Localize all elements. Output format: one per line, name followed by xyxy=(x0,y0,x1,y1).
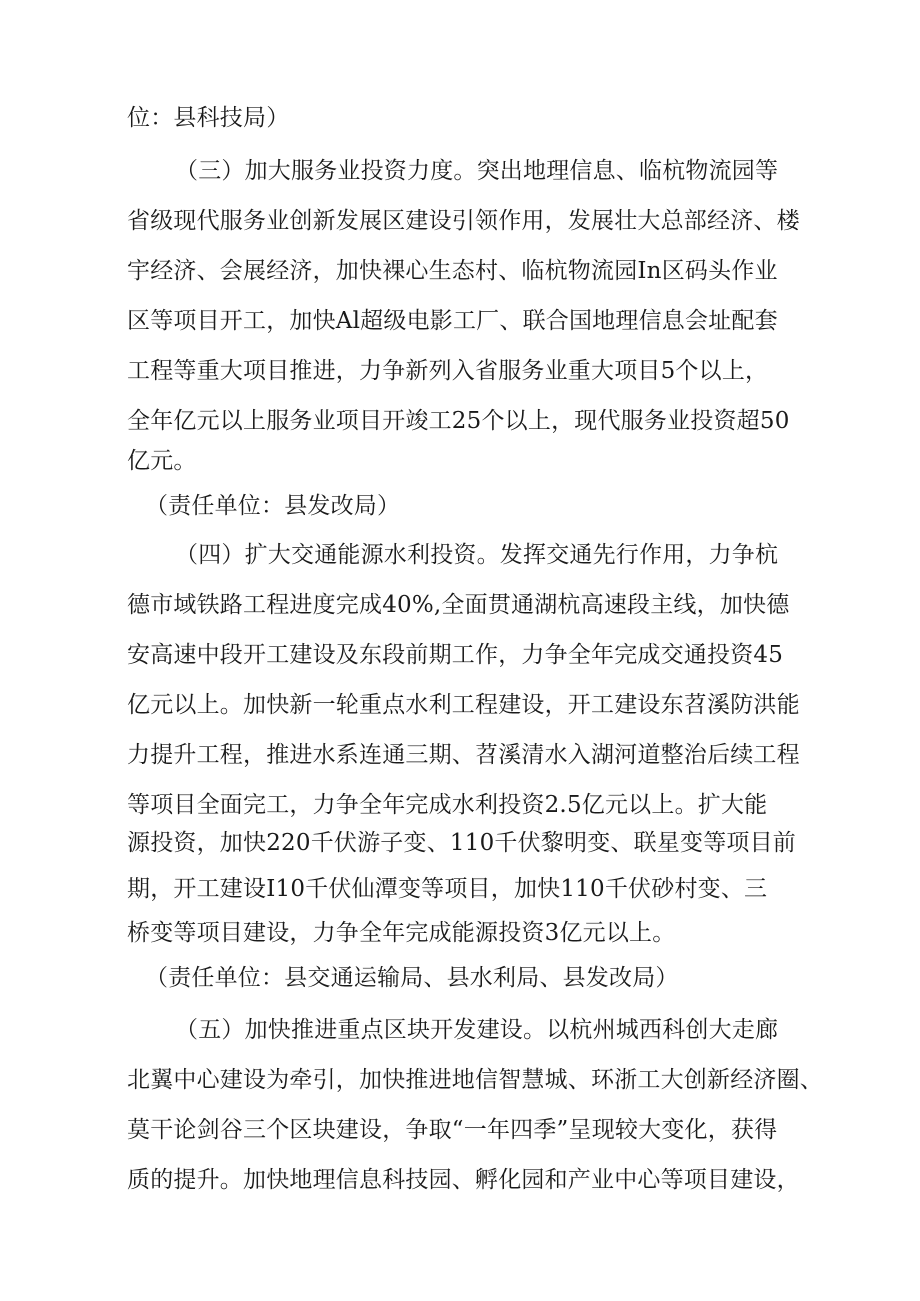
text-line: 省级现代服务业创新发展区建设引领作用，发展壮大总部经济、楼 xyxy=(127,208,800,234)
text-line: 桥变等项目建设，力争全年完成能源投资3亿元以上。 xyxy=(127,920,676,946)
text-line: 德市域铁路工程进度完成40%,全面贯通湖杭高速段主线，加快德 xyxy=(127,592,790,618)
text-line: 宇经济、会展经济，加快裸心生态村、临杭物流园In区码头作业 xyxy=(127,258,778,284)
text-line: 工程等重大项目推进，力争新列入省服务业重大项目5个以上， xyxy=(127,358,769,384)
text-line: 源投资，加快220千伏游子变、110千伏黎明变、联星变等项目前 xyxy=(127,830,796,856)
text-line: 全年亿元以上服务业项目开竣工25个以上，现代服务业投资超50 xyxy=(127,408,790,434)
section-heading-4-line: （四）扩大交通能源水利投资。发挥交通先行作用，力争杭 xyxy=(175,542,779,568)
text-line: 区等项目开工，加快Al超级电影工厂、联合国地理信息会址配套 xyxy=(127,308,778,334)
text-line: 等项目全面完工，力争全年完成水利投资2.5亿元以上。扩大能 xyxy=(127,792,768,818)
text-line: 力提升工程，推进水系连通三期、苕溪清水入湖河道整治后续工程 xyxy=(127,742,800,768)
text-line: 北翼中心建设为牵引，加快推进地信智慧城、环浙工大创新经济圈、 xyxy=(127,1067,823,1093)
section-heading-5-line: （五）加快推进重点区块开发建设。以杭州城西科创大走廊 xyxy=(175,1017,779,1043)
text-line: 安高速中段开工建设及东段前期工作，力争全年完成交通投资45 xyxy=(127,642,784,668)
text-line: 期，开工建设I10千伏仙潭变等项目，加快110千伏砂村变、三 xyxy=(127,876,768,902)
text-line: 亿元以上。加快新一轮重点水利工程建设，开工建设东苕溪防洪能 xyxy=(127,692,800,718)
text-line: 莫干论剑谷三个区块建设，争取“一年四季”呈现较大变化，获得 xyxy=(127,1117,778,1143)
section-heading-3-line: （三）加大服务业投资力度。突出地理信息、临杭物流园等 xyxy=(175,158,779,184)
text-line: 亿元。 xyxy=(127,448,197,474)
text-line: 位：县科技局） xyxy=(127,105,290,131)
responsible-unit-line: （责任单位：县发改局） xyxy=(145,493,401,519)
text-line: 质的提升。加快地理信息科技园、孵化园和产业中心等项目建设， xyxy=(127,1167,800,1193)
responsible-unit-line: （责任单位：县交通运输局、县水利局、县发改局） xyxy=(145,965,679,991)
